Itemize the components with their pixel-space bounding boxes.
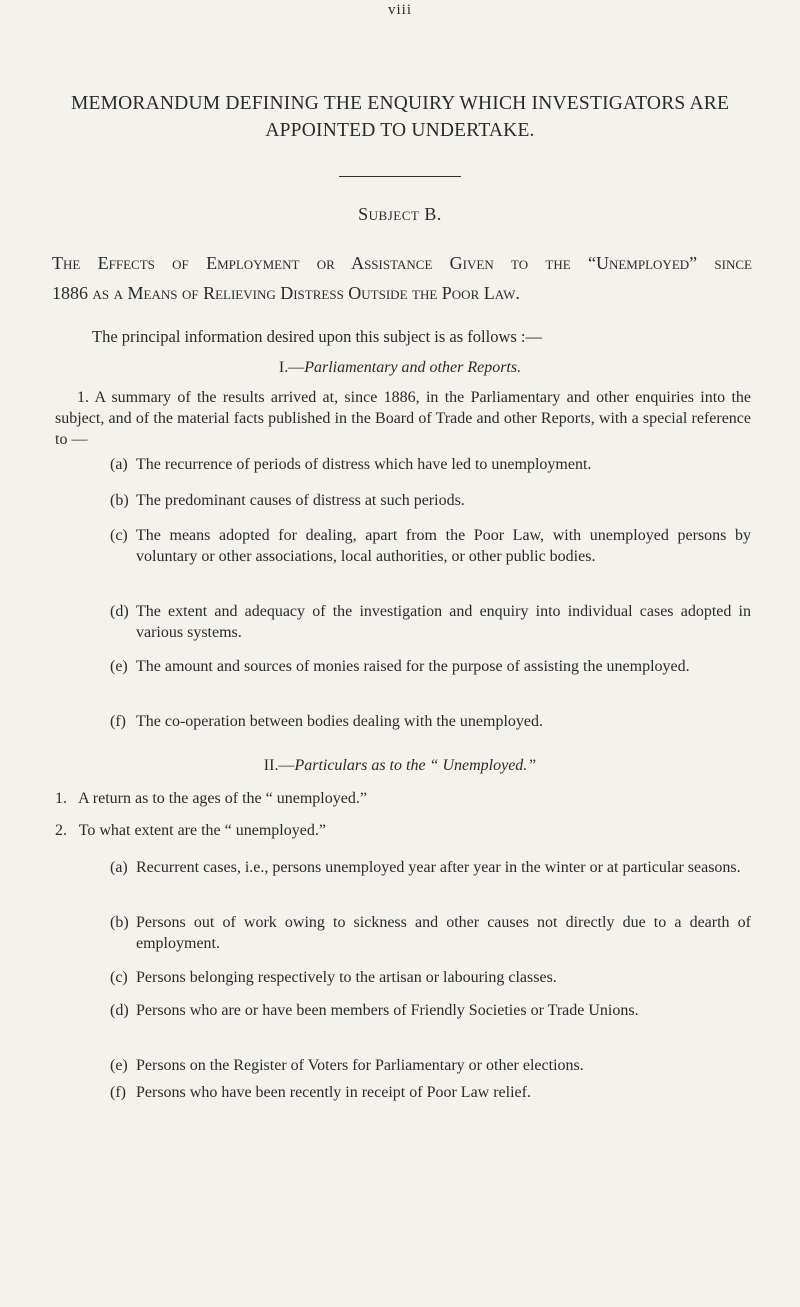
subject-description-line: 1886 as a Means of Relieving Distress Outside the Poor Law.: [52, 283, 520, 303]
list-item: [110, 1055, 751, 1076]
list-item: [110, 912, 751, 954]
section-title: Parliamentary and other Reports.: [304, 359, 522, 376]
list-item: [110, 857, 751, 878]
item-text: The extent and adequacy of the investigation and enquiry into individual cases adopted in various systems.: [136, 603, 751, 641]
intro-text: The principal information desired upon this subject is as follows :—: [92, 327, 543, 346]
numbered-item: [55, 822, 326, 840]
item-label: (d): [110, 603, 129, 620]
subject-heading: Subject B.: [358, 204, 442, 224]
item-label: (b): [110, 492, 129, 509]
item-label: (a): [110, 859, 128, 876]
item-label: (c): [110, 969, 128, 986]
section-numeral: I.—: [278, 359, 305, 376]
item-text: Persons out of work owing to sickness and other causes not directly due to a dearth of employment.: [136, 914, 751, 952]
title-line: APPOINTED TO UNDERTAKE.: [265, 120, 535, 141]
page-number: viii: [387, 2, 412, 18]
list-item: [110, 1000, 751, 1021]
section-title: Particulars as to the “ Unemployed.”: [294, 757, 537, 774]
item-text: Recurrent cases, i.e., persons unemployed year after year in the winter or at particular seasons.: [136, 859, 741, 876]
item-text: A return as to the ages of the “ unemployed.”: [78, 790, 367, 807]
item-text: The means adopted for dealing, apart from the Poor Law, with unemployed persons by voluntary or other associations, local authorities, or other public bodies.: [136, 527, 751, 565]
item-text: The amount and sources of monies raised for the purpose of assisting the unemployed.: [136, 658, 690, 675]
item-label: (e): [110, 658, 128, 675]
subject-description: [52, 248, 752, 308]
section-heading-reports: [0, 359, 800, 377]
title-divider: [339, 176, 461, 177]
section-numeral: II.—: [263, 757, 295, 774]
item-label: (f): [110, 1084, 126, 1101]
item-text: Persons belonging respectively to the artisan or labouring classes.: [136, 969, 557, 986]
item-label: (a): [110, 456, 128, 473]
subject-description-line: The Effects of Employment or Assistance Given to the “Unemployed” since: [52, 253, 752, 273]
memorandum-title: [40, 90, 760, 144]
title-line: MEMORANDUM DEFINING THE ENQUIRY WHICH INVESTIGATORS ARE: [70, 93, 730, 114]
list-item: [110, 490, 751, 511]
section-heading-particulars: [0, 757, 800, 775]
item-number: 1.: [55, 790, 67, 807]
list-item: [110, 601, 751, 643]
item-label: (c): [110, 527, 128, 544]
item-label: (b): [110, 914, 129, 931]
list-item: [110, 1082, 751, 1103]
paragraph-text: A summary of the results arrived at, since 1886, in the Parliamentary and other enquiries into the subject, and of the material facts published in the Board of Trade and other Reports, with a special reference to —: [55, 389, 752, 448]
item-text: Persons who are or have been members of Friendly Societies or Trade Unions.: [136, 1002, 639, 1019]
item-label: (d): [110, 1002, 129, 1019]
item-text: Persons who have been recently in receipt of Poor Law relief.: [136, 1084, 531, 1101]
item-text: The predominant causes of distress at such periods.: [136, 492, 465, 509]
item-label: (f): [110, 713, 126, 730]
list-item: [110, 454, 751, 475]
item-text: Persons on the Register of Voters for Parliamentary or other elections.: [136, 1057, 584, 1074]
list-item: [110, 711, 751, 732]
item-number: 2.: [55, 822, 67, 839]
item-text: To what extent are the “ unemployed.”: [78, 822, 326, 839]
paragraph-number: 1.: [77, 389, 89, 406]
summary-paragraph: [55, 387, 751, 450]
numbered-item: [55, 790, 367, 808]
list-item: [110, 656, 751, 677]
item-text: The recurrence of periods of distress which have led to unemployment.: [136, 456, 592, 473]
list-item: [110, 525, 751, 567]
item-label: (e): [110, 1057, 128, 1074]
item-text: The co-operation between bodies dealing with the unemployed.: [136, 713, 543, 730]
list-item: [110, 967, 751, 988]
